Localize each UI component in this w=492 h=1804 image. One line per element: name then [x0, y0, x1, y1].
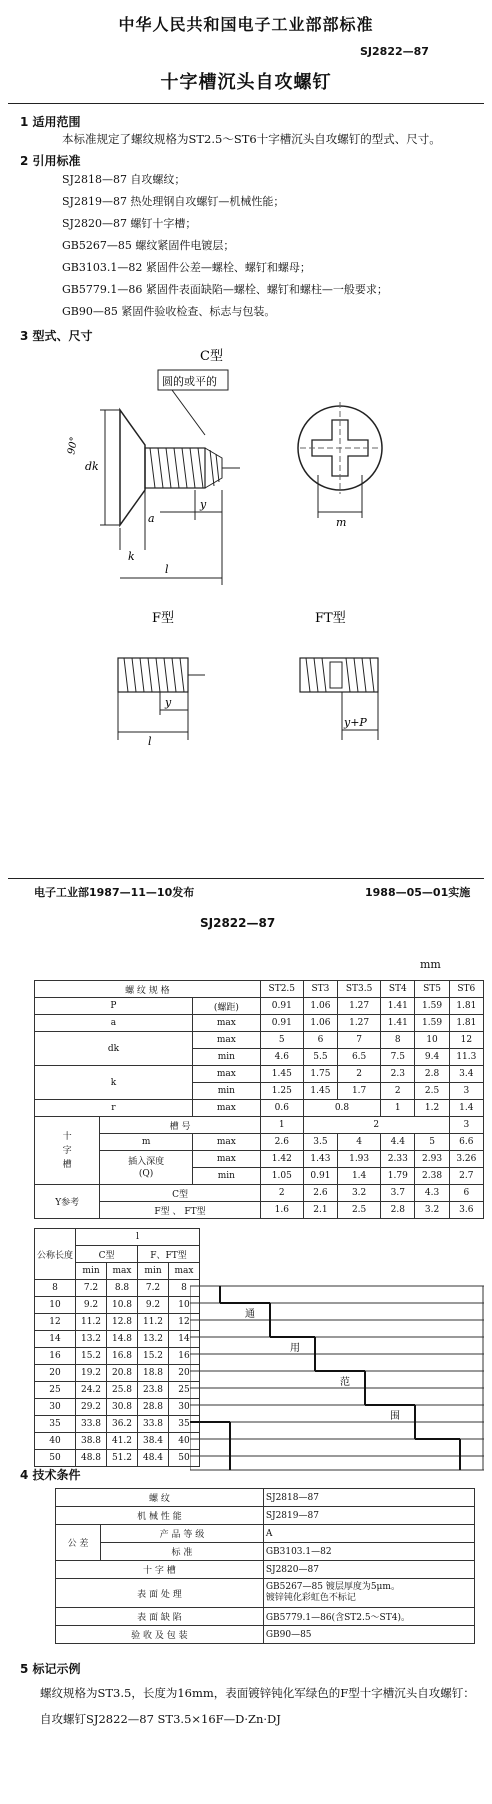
- range-word: 用: [290, 1343, 300, 1354]
- cell: 3.2: [338, 1185, 381, 1202]
- row-label: dk: [35, 1032, 193, 1066]
- cell: 3: [449, 1083, 483, 1100]
- length-limit: 51.2: [107, 1450, 138, 1467]
- length-limit: 41.2: [107, 1433, 138, 1450]
- length-table: [34, 1228, 200, 1467]
- effective-date: 1988—05—01实施: [365, 886, 471, 899]
- cell: 0.6: [260, 1100, 303, 1117]
- section-3-title: 3 型式、尺寸: [20, 329, 93, 343]
- type-ft-label: FT型: [315, 611, 346, 626]
- cell: 1.45: [260, 1066, 303, 1083]
- ft-yp-label: y+P: [344, 716, 367, 729]
- table-row: [35, 1185, 484, 1202]
- section-1-text: 本标准规定了螺纹规格为ST2.5～ST6十字槽沉头自攻螺钉的型式、尺寸。: [62, 132, 441, 146]
- cell: 3.7: [381, 1185, 415, 1202]
- condition-value: GB5267—85 镀层厚度为5μm。 镀锌钝化彩虹色不标记: [263, 1579, 474, 1608]
- cell: 6.6: [449, 1134, 483, 1151]
- l-head: l: [76, 1229, 200, 1246]
- nominal-length: 14: [35, 1331, 76, 1348]
- cell: 4.6: [260, 1049, 303, 1066]
- table-row: [35, 1433, 200, 1450]
- page-break-rule: [8, 878, 484, 879]
- range-word: 通: [245, 1309, 255, 1320]
- a-label: a: [148, 512, 155, 525]
- nominal-length: 20: [35, 1365, 76, 1382]
- length-limit: 25.8: [107, 1382, 138, 1399]
- cell: 1.81: [449, 998, 483, 1015]
- technical-conditions-table: [55, 1488, 475, 1644]
- table-row: [35, 1134, 484, 1151]
- length-limit: 11.2: [76, 1314, 107, 1331]
- condition-value: GB5779.1—86(含ST2.5～ST4)。: [263, 1608, 474, 1626]
- nominal-length-head: 公称长度: [35, 1229, 76, 1280]
- cell: 3.4: [449, 1066, 483, 1083]
- length-limit: 15.2: [138, 1348, 169, 1365]
- length-limit: 48.8: [76, 1450, 107, 1467]
- table-row: [35, 1399, 200, 1416]
- marking-example-text: 螺纹规格为ST3.5，长度为16mm，表面镀锌钝化军绿色的F型十字槽沉头自攻螺钉：: [40, 1686, 475, 1700]
- cell: 3.2: [415, 1202, 449, 1219]
- table-row: [35, 1015, 484, 1032]
- row-sub: min: [192, 1168, 260, 1185]
- condition-value: SJ2820—87: [263, 1561, 474, 1579]
- length-limit: 12.8: [107, 1314, 138, 1331]
- nominal-length: 30: [35, 1399, 76, 1416]
- angle-label: 90°: [66, 436, 81, 456]
- length-limit: 16.8: [107, 1348, 138, 1365]
- condition-value: SJ2819—87: [263, 1507, 474, 1525]
- header-cell: ST3.5: [338, 981, 381, 998]
- condition-label: 机 械 性 能: [56, 1507, 264, 1525]
- cell: 1: [381, 1100, 415, 1117]
- cell: 1.41: [381, 1015, 415, 1032]
- length-limit: 35: [169, 1416, 200, 1433]
- second-page-code: SJ2822—87: [200, 916, 276, 930]
- issued-date: 电子工业部1987—11—10发布: [34, 886, 195, 899]
- reference-item: GB3103.1—82 紧固件公差—螺栓、螺钉和螺母；: [62, 261, 311, 274]
- y-label: y: [200, 498, 207, 511]
- nominal-length: 16: [35, 1348, 76, 1365]
- standard-authority-title: 中华人民共和国电子工业部部标准: [118, 15, 374, 34]
- table-row: [35, 1297, 200, 1314]
- cell: 1.4: [338, 1168, 381, 1185]
- row-sub: max: [192, 1100, 260, 1117]
- cell: 2.6: [303, 1185, 337, 1202]
- cell: 1.93: [338, 1151, 381, 1168]
- cell: 7.5: [381, 1049, 415, 1066]
- table-row: [56, 1489, 475, 1507]
- condition-value: SJ2818—87: [263, 1489, 474, 1507]
- f-y-label: y: [165, 696, 172, 709]
- cell: 7: [338, 1032, 381, 1049]
- f-type-head: F、FT型: [138, 1246, 200, 1263]
- nominal-length: 8: [35, 1280, 76, 1297]
- row-sub: max: [192, 1134, 260, 1151]
- length-limit: 20.8: [107, 1365, 138, 1382]
- cell: 1: [260, 1117, 303, 1134]
- cell: 1.59: [415, 1015, 449, 1032]
- table-row: [35, 1066, 484, 1083]
- table-row: [35, 1382, 200, 1399]
- cell: 2: [303, 1117, 449, 1134]
- document-title: 十字槽沉头自攻螺钉: [160, 72, 332, 93]
- cell: 9.4: [415, 1049, 449, 1066]
- nominal-length: 25: [35, 1382, 76, 1399]
- length-limit: 28.8: [138, 1399, 169, 1416]
- condition-value: GB3103.1—82: [263, 1543, 474, 1561]
- cell: 5.5: [303, 1049, 337, 1066]
- condition-value: A: [263, 1525, 474, 1543]
- length-limit: 9.2: [138, 1297, 169, 1314]
- cell: 6: [449, 1185, 483, 1202]
- length-limit: 48.4: [138, 1450, 169, 1467]
- nominal-length: 10: [35, 1297, 76, 1314]
- header-cell: ST2.5: [260, 981, 303, 998]
- section-2-title: 2 引用标准: [20, 154, 81, 168]
- length-limit: 12: [169, 1314, 200, 1331]
- cell: 1.25: [260, 1083, 303, 1100]
- cell: 1.6: [260, 1202, 303, 1219]
- cell: 2.38: [415, 1168, 449, 1185]
- table-row: [35, 998, 484, 1015]
- row-label: r: [35, 1100, 193, 1117]
- table-row: [35, 1365, 200, 1382]
- length-limit: 7.2: [138, 1280, 169, 1297]
- type-f-label: F型: [152, 611, 175, 626]
- table-row: [56, 1608, 475, 1626]
- table-row: [56, 1626, 475, 1644]
- cell: 4.4: [381, 1134, 415, 1151]
- condition-sub: 标 准: [101, 1543, 264, 1561]
- cell: 1.45: [303, 1083, 337, 1100]
- cell: 1.05: [260, 1168, 303, 1185]
- condition-label: 验 收 及 包 装: [56, 1626, 264, 1644]
- condition-label: 公 差: [56, 1525, 101, 1561]
- cell: 2.5: [415, 1083, 449, 1100]
- cell: 0.91: [260, 998, 303, 1015]
- header-cell: ST3: [303, 981, 337, 998]
- table-row: [35, 1100, 484, 1117]
- length-limit: 14: [169, 1331, 200, 1348]
- cell: 1.59: [415, 998, 449, 1015]
- table-row: [35, 1151, 484, 1168]
- reference-item: SJ2818—87 自攻螺纹；: [62, 173, 186, 186]
- reference-item: GB5779.1—86 紧固件表面缺陷—螺栓、螺钉和螺柱—一般要求；: [62, 283, 388, 296]
- type-c-label: C型: [200, 349, 223, 364]
- cell: 12: [449, 1032, 483, 1049]
- length-limit: 40: [169, 1433, 200, 1450]
- cell: 2.8: [381, 1202, 415, 1219]
- max-head: max: [107, 1263, 138, 1280]
- cell: 6: [303, 1032, 337, 1049]
- dimension-table: [34, 980, 484, 1219]
- condition-value: GB90—85: [263, 1626, 474, 1644]
- table-row: [35, 1450, 200, 1467]
- row-sub: min: [192, 1049, 260, 1066]
- nominal-length: 35: [35, 1416, 76, 1433]
- cell: 11.3: [449, 1049, 483, 1066]
- table-row: [56, 1507, 475, 1525]
- table-row: [35, 1032, 484, 1049]
- min-head: min: [76, 1263, 107, 1280]
- nominal-length: 40: [35, 1433, 76, 1450]
- length-limit: 20: [169, 1365, 200, 1382]
- length-limit: 50: [169, 1450, 200, 1467]
- dk-label: dk: [85, 460, 99, 473]
- length-limit: 15.2: [76, 1348, 107, 1365]
- section-1-title: 1 适用范围: [20, 115, 81, 129]
- cell: 1.79: [381, 1168, 415, 1185]
- m-label: m: [100, 1134, 193, 1151]
- length-limit: 13.2: [76, 1331, 107, 1348]
- row-sub: min: [192, 1083, 260, 1100]
- header-cell: ST6: [449, 981, 483, 998]
- length-limit: 16: [169, 1348, 200, 1365]
- table-row: [56, 1525, 475, 1543]
- cell: 1.06: [303, 1015, 337, 1032]
- m-label: m: [336, 516, 347, 529]
- slot-no-label: 槽 号: [100, 1117, 260, 1134]
- row-label: a: [35, 1015, 193, 1032]
- y-ref-label: Y参考: [35, 1185, 100, 1219]
- length-limit: 11.2: [138, 1314, 169, 1331]
- header-cell: 螺 纹 规 格: [35, 981, 261, 998]
- cell: 1.81: [449, 1015, 483, 1032]
- cell: 0.8: [303, 1100, 380, 1117]
- cell: 1.42: [260, 1151, 303, 1168]
- row-sub: max: [192, 1151, 260, 1168]
- length-limit: 24.2: [76, 1382, 107, 1399]
- row-sub: max: [192, 1032, 260, 1049]
- table-row: [35, 1314, 200, 1331]
- length-limit: 25: [169, 1382, 200, 1399]
- cell: 3.26: [449, 1151, 483, 1168]
- cell: 4.3: [415, 1185, 449, 1202]
- cell: 1.27: [338, 998, 381, 1015]
- length-limit: 19.2: [76, 1365, 107, 1382]
- cell: 2.93: [415, 1151, 449, 1168]
- standard-code: SJ2822—87: [360, 45, 429, 58]
- section-4-title: 4 技术条件: [20, 1468, 81, 1482]
- cell: 1.7: [338, 1083, 381, 1100]
- cross-recess-label: 十 字 槽: [35, 1117, 100, 1185]
- table-row: [56, 1561, 475, 1579]
- length-limit: 29.2: [76, 1399, 107, 1416]
- cell: 5: [260, 1032, 303, 1049]
- length-limit: 14.8: [107, 1331, 138, 1348]
- cell: 8: [381, 1032, 415, 1049]
- length-limit: 8.8: [107, 1280, 138, 1297]
- range-word: 围: [390, 1411, 400, 1422]
- reference-item: SJ2819—87 热处理钢自攻螺钉—机械性能；: [62, 195, 285, 208]
- range-word: 范: [340, 1377, 350, 1388]
- condition-sub: 产 品 等 级: [101, 1525, 264, 1543]
- reference-item: GB90—85 紧固件验收检查、标志与包装。: [62, 305, 276, 318]
- cell: 2.8: [415, 1066, 449, 1083]
- table-row: [56, 1579, 475, 1608]
- reference-item: GB5267—85 螺纹紧固件电镀层；: [62, 239, 235, 252]
- cell: 10: [415, 1032, 449, 1049]
- row-sub: max: [192, 1066, 260, 1083]
- cell: 2.3: [381, 1066, 415, 1083]
- nominal-length: 50: [35, 1450, 76, 1467]
- table-row: [35, 1202, 484, 1219]
- cell: 1.41: [381, 998, 415, 1015]
- row-label: k: [35, 1066, 193, 1100]
- length-limit: 33.8: [76, 1416, 107, 1433]
- condition-label: 十 字 槽: [56, 1561, 264, 1579]
- cell: 2: [260, 1185, 303, 1202]
- cell: 1.43: [303, 1151, 337, 1168]
- cell: 0.91: [260, 1015, 303, 1032]
- table-header-row: [35, 981, 484, 998]
- cell: 0.91: [303, 1168, 337, 1185]
- table-row: [35, 1348, 200, 1365]
- cell: 1.2: [415, 1100, 449, 1117]
- k-label: k: [128, 550, 135, 563]
- row-sub: max: [192, 1015, 260, 1032]
- l-label: l: [165, 563, 169, 576]
- cell: 1.06: [303, 998, 337, 1015]
- table-row: [35, 1416, 200, 1433]
- length-limit: 13.2: [138, 1331, 169, 1348]
- c-type-head: C型: [76, 1246, 138, 1263]
- max-head: max: [169, 1263, 200, 1280]
- length-limit: 30.8: [107, 1399, 138, 1416]
- f-l-label: l: [148, 735, 152, 748]
- nominal-length: 12: [35, 1314, 76, 1331]
- cell: 2.5: [338, 1202, 381, 1219]
- section-5-title: 5 标记示例: [20, 1662, 81, 1676]
- header-cell: ST4: [381, 981, 415, 998]
- table-row: [35, 1280, 200, 1297]
- tip-note: 圆的或平的: [162, 375, 217, 388]
- cell: 4: [338, 1134, 381, 1151]
- header-divider: [8, 103, 484, 104]
- cell: 3.6: [449, 1202, 483, 1219]
- length-limit: 10.8: [107, 1297, 138, 1314]
- cell: 3: [449, 1117, 483, 1134]
- length-limit: 38.4: [138, 1433, 169, 1450]
- condition-label: 表 面 处 理: [56, 1579, 264, 1608]
- depth-label: 插入深度 (Q): [100, 1151, 193, 1185]
- table-row: [35, 1331, 200, 1348]
- reference-item: SJ2820—87 螺钉十字槽；: [62, 217, 197, 230]
- unit-label: mm: [420, 958, 441, 971]
- cell: 6.5: [338, 1049, 381, 1066]
- length-limit: 7.2: [76, 1280, 107, 1297]
- cell: 2.6: [260, 1134, 303, 1151]
- length-limit: 8: [169, 1280, 200, 1297]
- table-row: [56, 1543, 475, 1561]
- length-limit: 10: [169, 1297, 200, 1314]
- row-sub: F型 、 FT型: [100, 1202, 260, 1219]
- cell: 2.1: [303, 1202, 337, 1219]
- table-row: [35, 1117, 484, 1134]
- row-sub: C型: [100, 1185, 260, 1202]
- length-limit: 30: [169, 1399, 200, 1416]
- header-cell: ST5: [415, 981, 449, 998]
- length-limit: 18.8: [138, 1365, 169, 1382]
- cell: 5: [415, 1134, 449, 1151]
- condition-label: 螺 纹: [56, 1489, 264, 1507]
- marking-example-code: 自攻螺钉SJ2822—87 ST3.5×16F—D·Zn·DJ: [40, 1712, 281, 1726]
- min-head: min: [138, 1263, 169, 1280]
- length-limit: 23.8: [138, 1382, 169, 1399]
- length-limit: 38.8: [76, 1433, 107, 1450]
- length-limit: 9.2: [76, 1297, 107, 1314]
- length-limit: 36.2: [107, 1416, 138, 1433]
- cell: 1.4: [449, 1100, 483, 1117]
- cell: 1.27: [338, 1015, 381, 1032]
- cell: 2.7: [449, 1168, 483, 1185]
- applicable-range-grid: [190, 1285, 484, 1471]
- length-limit: 33.8: [138, 1416, 169, 1433]
- cell: 2: [338, 1066, 381, 1083]
- row-sub: (螺距): [192, 998, 260, 1015]
- cell: 2: [381, 1083, 415, 1100]
- cell: 1.75: [303, 1066, 337, 1083]
- screw-technical-drawing: [0, 340, 492, 870]
- condition-label: 表 面 缺 陷: [56, 1608, 264, 1626]
- cell: 2.33: [381, 1151, 415, 1168]
- row-label: P: [35, 998, 193, 1015]
- cell: 3.5: [303, 1134, 337, 1151]
